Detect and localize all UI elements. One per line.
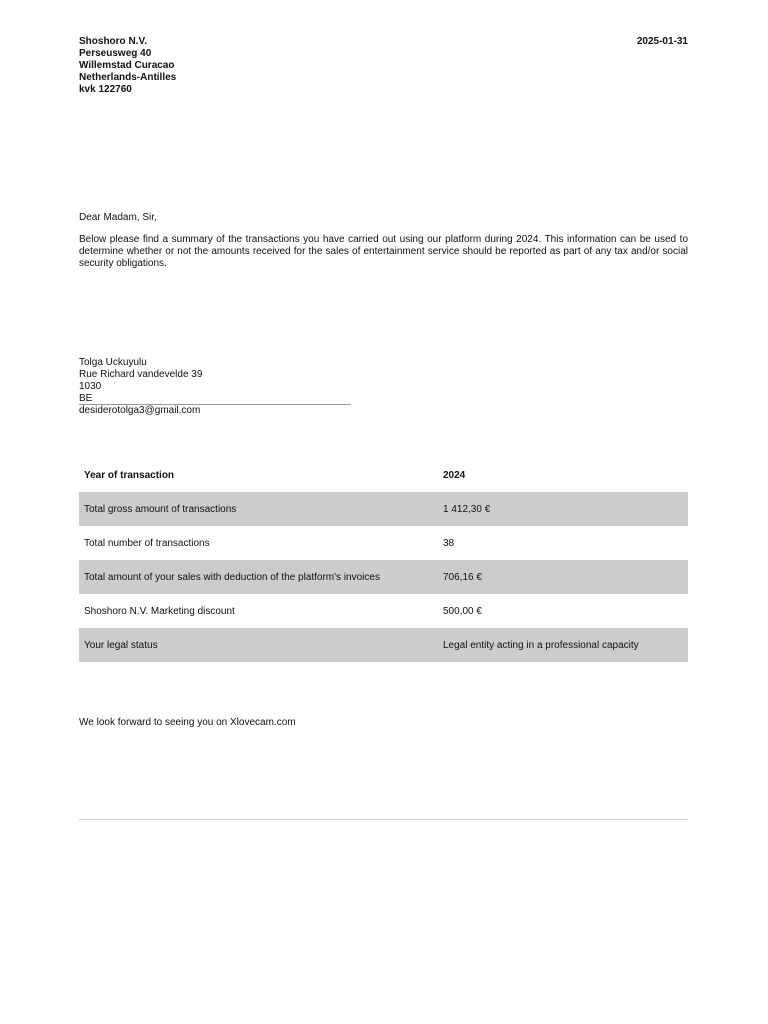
row-label: Your legal status: [84, 639, 158, 651]
letter-date: 2025-01-31: [636, 36, 688, 47]
recipient-country: BE: [79, 393, 93, 404]
sender-city: Willemstad Curacao: [79, 60, 175, 71]
row-value: 1 412,30 €: [443, 503, 491, 515]
table-row: [79, 560, 688, 594]
table-row: [79, 492, 688, 526]
row-label: Total gross amount of transactions: [84, 503, 237, 515]
header-label: Year of transaction: [84, 470, 175, 481]
recipient-divider: [79, 404, 351, 405]
sender-street: Perseusweg 40: [79, 48, 152, 59]
table-header-row: [79, 459, 688, 492]
transaction-summary-table: [79, 459, 688, 662]
row-value: 500,00 €: [443, 605, 482, 617]
sender-name: Shoshoro N.V.: [79, 36, 147, 47]
row-label: Total number of transactions: [84, 537, 210, 549]
row-value: 38: [443, 537, 455, 549]
row-value: 706,16 €: [443, 571, 482, 583]
table-row: [79, 526, 688, 560]
row-value: Legal entity acting in a professional capacity: [443, 639, 639, 651]
recipient-name: Tolga Uckuyulu: [79, 357, 147, 368]
recipient-address: [79, 357, 202, 417]
recipient-street: Rue Richard vandevelde 39: [79, 369, 203, 380]
row-label: Shoshoro N.V. Marketing discount: [84, 605, 235, 617]
sender-country: Netherlands-Antilles: [79, 72, 177, 83]
row-label: Total amount of your sales with deduction of the platform's invoices: [84, 571, 380, 583]
greeting: Dear Madam, Sir,: [79, 212, 157, 223]
header-value: 2024: [443, 470, 466, 481]
recipient-email: desiderotolga3@gmail.com: [79, 405, 201, 416]
sender-address: [79, 36, 176, 96]
sender-registration: kvk 122760: [79, 84, 132, 95]
closing-line: We look forward to seeing you on Xlovecam.com: [79, 717, 296, 728]
table-row: [79, 594, 688, 628]
recipient-postcode: 1030: [79, 381, 102, 392]
footer-divider: [79, 819, 688, 820]
intro-paragraph: Below please find a summary of the transactions you have carried out using our platform during 2024. This information can be used to determine whether or not the amounts received for the sales of entertainment service should be reported as part of any tax and/or social security obligations.: [79, 234, 688, 269]
table-row: [79, 628, 688, 662]
